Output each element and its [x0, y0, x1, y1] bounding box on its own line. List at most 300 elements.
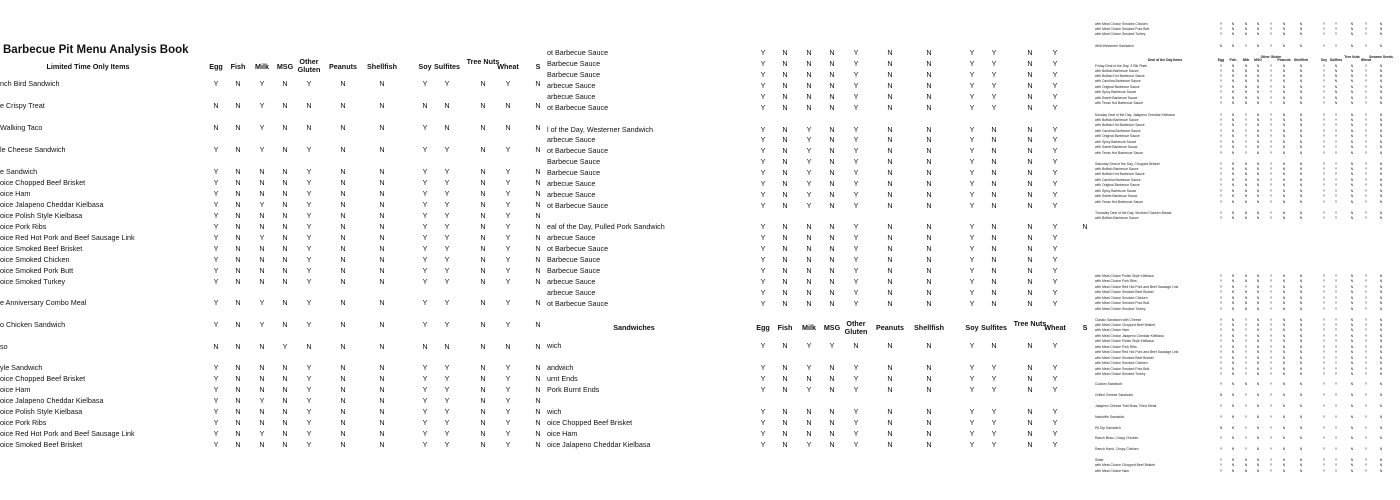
allergen-flag: N: [1282, 323, 1286, 327]
allergen-flag: Y: [1364, 172, 1368, 176]
item-name: oice Smoked Turkey: [0, 277, 66, 286]
allergen-flag: Y: [505, 233, 511, 242]
allergen-flag: N: [926, 440, 932, 449]
allergen-flag: N: [806, 418, 812, 427]
allergen-flag: N: [1256, 113, 1260, 117]
allergen-flag: N: [282, 407, 288, 416]
allergen-flag: Y: [422, 167, 428, 176]
allergen-flag: Y: [444, 277, 450, 286]
allergen-flag: N: [1299, 345, 1303, 349]
allergen-flag: N: [1379, 296, 1383, 300]
allergen-flag: N: [480, 396, 486, 405]
allergen-flag: Y: [806, 440, 812, 449]
allergen-flag: Y: [1269, 64, 1273, 68]
item-name: ot Barbecue Sauce: [547, 146, 609, 155]
allergen-flag: N: [1299, 216, 1303, 220]
allergen-flag: Y: [853, 255, 859, 264]
allergen-flag: N: [829, 92, 835, 101]
allergen-flag: N: [1299, 22, 1303, 26]
allergen-flag: Y: [969, 179, 975, 188]
allergen-flag: Y: [444, 145, 450, 154]
allergen-flag: N: [1282, 447, 1286, 451]
allergen-flag: Y: [422, 374, 428, 383]
allergen-flag: N: [1350, 178, 1354, 182]
allergen-flag: N: [535, 101, 541, 110]
allergen-flag: N: [1350, 367, 1354, 371]
allergen-flag: N: [1379, 367, 1383, 371]
allergen-flag: Y: [969, 288, 975, 297]
allergen-flag: Y: [1244, 350, 1248, 354]
item-name: with Sweet Barbecue Sauce: [1095, 194, 1138, 198]
allergen-flag: Y: [306, 233, 312, 242]
allergen-flag: N: [887, 92, 893, 101]
allergen-flag: Y: [213, 429, 219, 438]
allergen-flag: N: [340, 233, 346, 242]
allergen-flag: Y: [422, 123, 428, 132]
allergen-flag: N: [480, 374, 486, 383]
item-name: with Meat Choice Red Hot Pork and Beef Sausage Link: [1095, 285, 1179, 289]
allergen-flag: Y: [1269, 345, 1273, 349]
allergen-flag: Y: [1364, 469, 1368, 473]
allergen-flag: N: [1244, 211, 1248, 215]
allergen-flag: N: [480, 79, 486, 88]
allergen-flag: N: [926, 407, 932, 416]
allergen-flag: N: [1350, 118, 1354, 122]
page-title: Barbecue Pit Menu Analysis Book: [3, 44, 189, 56]
allergen-flag: N: [1244, 200, 1248, 204]
allergen-flag: Y: [853, 201, 859, 210]
allergen-flag: N: [1379, 145, 1383, 149]
allergen-flag: Y: [969, 385, 975, 394]
table-row: [1095, 101, 1400, 106]
allergen-flag: N: [1244, 458, 1248, 462]
allergen-flag: Y: [1322, 307, 1326, 311]
allergen-flag: Y: [1052, 363, 1058, 372]
allergen-flag: N: [480, 244, 486, 253]
allergen-flag: N: [505, 123, 511, 132]
allergen-flag: Y: [444, 320, 450, 329]
allergen-flag: Y: [1322, 140, 1326, 144]
allergen-flag: Y: [1052, 429, 1058, 438]
allergen-flag: N: [535, 342, 541, 351]
allergen-flag: N: [1299, 361, 1303, 365]
allergen-flag: N: [1256, 382, 1260, 386]
allergen-flag: N: [829, 407, 835, 416]
allergen-flag: Y: [1322, 44, 1326, 48]
allergen-flag: N: [1027, 190, 1033, 199]
allergen-flag: N: [1231, 393, 1235, 397]
allergen-flag: N: [1027, 385, 1033, 394]
allergen-flag: N: [1256, 32, 1260, 36]
table-row: [547, 69, 1090, 80]
allergen-flag: N: [535, 79, 541, 88]
allergen-flag: N: [1027, 157, 1033, 166]
allergen-flag: N: [422, 342, 428, 351]
allergen-flag: N: [1379, 339, 1383, 343]
allergen-flag: N: [1256, 328, 1260, 332]
allergen-flag: Y: [1219, 285, 1223, 289]
allergen-flag: Y: [1052, 277, 1058, 286]
table-row: [1095, 393, 1400, 398]
allergen-flag: Y: [1364, 426, 1368, 430]
item-name: with Meat Choice Polish Style Kielbasa: [1095, 339, 1154, 343]
allergen-flag: N: [1231, 85, 1235, 89]
allergen-flag: Y: [853, 429, 859, 438]
allergen-flag: N: [480, 255, 486, 264]
allergen-flag: N: [259, 178, 265, 187]
allergen-flag: N: [282, 233, 288, 242]
allergen-flag: Y: [213, 320, 219, 329]
allergen-flag: N: [1256, 334, 1260, 338]
allergen-flag: Y: [1322, 334, 1326, 338]
allergen-flag: N: [1231, 64, 1235, 68]
table-row: [1095, 90, 1400, 95]
allergen-flag: Y: [1334, 189, 1338, 193]
allergen-flag: N: [259, 211, 265, 220]
allergen-flag: N: [259, 277, 265, 286]
allergen-flag: Y: [422, 233, 428, 242]
allergen-flag: Y: [1269, 296, 1273, 300]
allergen-flag: N: [1334, 74, 1338, 78]
allergen-flag: Y: [1364, 118, 1368, 122]
allergen-flag: Y: [213, 178, 219, 187]
allergen-flag: N: [1027, 59, 1033, 68]
allergen-flag: N: [235, 233, 241, 242]
allergen-flag: Y: [1219, 415, 1223, 419]
allergen-flag: Y: [444, 167, 450, 176]
allergen-flag: N: [340, 123, 346, 132]
allergen-flag: Y: [1322, 27, 1326, 31]
allergen-flag: Y: [1364, 162, 1368, 166]
allergen-flag: N: [444, 342, 450, 351]
allergen-flag: N: [1379, 323, 1383, 327]
allergen-flag: N: [1027, 440, 1033, 449]
allergen-flag: N: [782, 407, 788, 416]
allergen-flag: Y: [422, 298, 428, 307]
allergen-flag: Y: [1322, 129, 1326, 133]
allergen-flag: Y: [853, 266, 859, 275]
allergen-flag: Y: [760, 70, 766, 79]
allergen-flag: N: [1282, 301, 1286, 305]
allergen-flag: Y: [1364, 339, 1368, 343]
allergen-flag: N: [1244, 279, 1248, 283]
item-name: Friday Deal of the Day, 3 Rib Plate: [1095, 64, 1147, 68]
allergen-flag: Y: [1322, 145, 1326, 149]
allergen-flag: N: [887, 418, 893, 427]
allergen-flag: N: [1282, 118, 1286, 122]
allergen-flag: Y: [213, 189, 219, 198]
allergen-flag: Y: [853, 179, 859, 188]
item-name: Barbecue Sauce: [547, 168, 601, 177]
column-header: Fish: [1229, 58, 1237, 62]
item-name: with Buffalo Hot Barbecue Sauce: [1095, 74, 1145, 78]
allergen-flag: N: [1299, 415, 1303, 419]
allergen-flag: Y: [259, 320, 265, 329]
item-name: PA Dip Sandwich: [1095, 426, 1121, 430]
allergen-flag: N: [259, 363, 265, 372]
item-name: Pork Burnt Ends: [547, 385, 600, 394]
allergen-flag: Y: [1334, 436, 1338, 440]
allergen-flag: Y: [1322, 463, 1326, 467]
column-header: Milk: [802, 323, 816, 332]
allergen-flag: N: [1350, 458, 1354, 462]
allergen-flag: N: [1350, 426, 1354, 430]
allergen-flag: N: [1027, 277, 1033, 286]
allergen-flag: Y: [1052, 103, 1058, 112]
allergen-flag: N: [379, 244, 385, 253]
allergen-flag: N: [1350, 361, 1354, 365]
allergen-flag: N: [887, 168, 893, 177]
allergen-flag: Y: [806, 201, 812, 210]
allergen-flag: N: [379, 266, 385, 275]
allergen-flag: N: [235, 396, 241, 405]
allergen-flag: N: [1299, 113, 1303, 117]
allergen-flag: N: [991, 179, 997, 188]
allergen-flag: N: [1244, 216, 1248, 220]
allergen-flag: Y: [1364, 22, 1368, 26]
allergen-flag: N: [1350, 151, 1354, 155]
allergen-flag: Y: [1364, 101, 1368, 105]
allergen-flag: N: [926, 59, 932, 68]
column-header: Peanuts: [329, 62, 357, 71]
allergen-flag: N: [340, 222, 346, 231]
allergen-flag: N: [1256, 447, 1260, 451]
allergen-flag: N: [1350, 318, 1354, 322]
column-header: Sulfites: [434, 62, 460, 71]
allergen-flag: N: [1231, 447, 1235, 451]
item-name: Saturday Deal of the Day, Chopped Brisket: [1095, 162, 1160, 166]
item-name: Barbecue Sauce: [547, 157, 601, 166]
item-name: Barbecue Sauce: [547, 70, 601, 79]
allergen-flag: N: [1299, 211, 1303, 215]
table-row: [547, 428, 1090, 439]
table-row: [1095, 134, 1400, 139]
allergen-flag: Y: [1269, 447, 1273, 451]
allergen-flag: Y: [1052, 135, 1058, 144]
allergen-flag: Y: [1219, 64, 1223, 68]
allergen-flag: N: [782, 70, 788, 79]
item-name: oice Chopped Beef Brisket: [0, 178, 86, 187]
item-name: ot Barbecue Sauce: [547, 103, 609, 112]
allergen-flag: Y: [1052, 341, 1058, 350]
allergen-flag: Y: [1334, 211, 1338, 215]
allergen-flag: N: [782, 255, 788, 264]
allergen-flag: N: [340, 429, 346, 438]
allergen-flag: Y: [1052, 81, 1058, 90]
allergen-flag: Y: [853, 385, 859, 394]
allergen-flag: N: [1027, 255, 1033, 264]
table-row: [547, 406, 1090, 417]
allergen-flag: Y: [1334, 216, 1338, 220]
allergen-flag: Y: [1322, 200, 1326, 204]
allergen-flag: N: [1299, 426, 1303, 430]
allergen-flag: Y: [1364, 167, 1368, 171]
allergen-flag: N: [887, 255, 893, 264]
table-row: [547, 265, 1090, 276]
allergen-flag: N: [340, 363, 346, 372]
item-name: eal of the Day, Pulled Pork Sandwich: [547, 222, 665, 231]
allergen-flag: Y: [1269, 151, 1273, 155]
allergen-flag: N: [1256, 367, 1260, 371]
allergen-flag: N: [1256, 279, 1260, 283]
allergen-flag: N: [1231, 339, 1235, 343]
allergen-flag: Y: [1364, 318, 1368, 322]
allergen-flag: N: [1299, 307, 1303, 311]
allergen-flag: Y: [505, 244, 511, 253]
allergen-flag: Y: [1322, 345, 1326, 349]
allergen-flag: Y: [1364, 151, 1368, 155]
table-row: [547, 298, 1090, 309]
allergen-flag: Y: [806, 146, 812, 155]
allergen-flag: N: [806, 299, 812, 308]
allergen-flag: N: [1027, 244, 1033, 253]
item-name: with Meat Choice Chopped Beef Brisket: [1095, 323, 1155, 327]
allergen-flag: N: [1299, 463, 1303, 467]
allergen-flag: Y: [1334, 290, 1338, 294]
allergen-flag: N: [1231, 323, 1235, 327]
allergen-flag: Y: [444, 200, 450, 209]
allergen-flag: N: [1299, 447, 1303, 451]
allergen-flag: N: [1299, 328, 1303, 332]
allergen-flag: N: [1231, 436, 1235, 440]
allergen-flag: N: [1231, 140, 1235, 144]
allergen-flag: Y: [1219, 328, 1223, 332]
allergen-flag: Y: [306, 374, 312, 383]
allergen-flag: N: [782, 201, 788, 210]
allergen-flag: N: [480, 233, 486, 242]
allergen-flag: Y: [1052, 222, 1058, 231]
allergen-flag: N: [1299, 44, 1303, 48]
allergen-flag: N: [1256, 172, 1260, 176]
allergen-flag: Y: [1219, 382, 1223, 386]
allergen-flag: Y: [1269, 279, 1273, 283]
allergen-flag: N: [1231, 350, 1235, 354]
allergen-flag: N: [259, 342, 265, 351]
table-row: [547, 232, 1090, 243]
item-name: o Chicken Sandwich: [0, 320, 66, 329]
allergen-flag: Y: [1334, 172, 1338, 176]
allergen-flag: N: [1231, 194, 1235, 198]
allergen-flag: Y: [1322, 167, 1326, 171]
allergen-flag: Y: [1269, 167, 1273, 171]
allergen-flag: Y: [1364, 301, 1368, 305]
allergen-flag: N: [282, 244, 288, 253]
allergen-flag: N: [1256, 151, 1260, 155]
allergen-flag: N: [1231, 22, 1235, 26]
allergen-flag: N: [1231, 345, 1235, 349]
allergen-flag: N: [379, 320, 385, 329]
allergen-flag: N: [991, 168, 997, 177]
allergen-flag: N: [259, 167, 265, 176]
allergen-flag: Y: [969, 222, 975, 231]
allergen-flag: N: [1231, 172, 1235, 176]
allergen-flag: Y: [1322, 22, 1326, 26]
allergen-flag: N: [1379, 167, 1383, 171]
allergen-flag: N: [829, 440, 835, 449]
allergen-flag: N: [535, 363, 541, 372]
allergen-flag: Y: [505, 429, 511, 438]
allergen-flag: N: [1256, 211, 1260, 215]
section-heading: Sandwiches: [613, 323, 655, 332]
allergen-flag: Y: [1269, 436, 1273, 440]
allergen-flag: N: [1282, 129, 1286, 133]
allergen-flag: N: [782, 233, 788, 242]
allergen-flag: N: [535, 222, 541, 231]
allergen-flag: Y: [306, 189, 312, 198]
allergen-flag: Y: [1334, 118, 1338, 122]
allergen-flag: Y: [1052, 201, 1058, 210]
allergen-flag: Y: [806, 179, 812, 188]
allergen-flag: N: [782, 374, 788, 383]
allergen-flag: N: [340, 418, 346, 427]
column-header: Peanuts: [876, 323, 904, 332]
table-row: [1095, 145, 1400, 150]
allergen-flag: Y: [1052, 125, 1058, 134]
allergen-flag: Y: [1052, 440, 1058, 449]
allergen-flag: N: [1256, 350, 1260, 354]
allergen-flag: N: [1256, 85, 1260, 89]
allergen-flag: Y: [1334, 194, 1338, 198]
allergen-flag: N: [1231, 178, 1235, 182]
allergen-flag: Y: [991, 440, 997, 449]
allergen-flag: N: [1379, 44, 1383, 48]
allergen-flag: N: [782, 418, 788, 427]
allergen-flag: N: [1282, 382, 1286, 386]
allergen-flag: Y: [259, 79, 265, 88]
allergen-flag: N: [1256, 361, 1260, 365]
allergen-flag: Y: [505, 222, 511, 231]
allergen-flag: Y: [1322, 274, 1326, 278]
allergen-flag: N: [1379, 32, 1383, 36]
column-header: Egg: [1217, 58, 1225, 62]
allergen-flag: N: [887, 146, 893, 155]
allergen-flag: N: [235, 244, 241, 253]
allergen-flag: Y: [422, 418, 428, 427]
allergen-flag: N: [1350, 296, 1354, 300]
allergen-flag: Y: [1364, 382, 1368, 386]
table-row: [1095, 183, 1400, 188]
allergen-flag: N: [1231, 118, 1235, 122]
allergen-flag: Y: [1334, 323, 1338, 327]
table-row: [1095, 279, 1400, 284]
allergen-flag: Y: [1334, 356, 1338, 360]
item-name: oice Ham: [0, 385, 31, 394]
allergen-flag: Y: [760, 385, 766, 394]
allergen-flag: N: [1299, 301, 1303, 305]
allergen-flag: N: [829, 255, 835, 264]
allergen-flag: N: [1027, 222, 1033, 231]
allergen-flag: N: [1334, 85, 1338, 89]
item-name: with Meat Choice Ham: [1095, 328, 1130, 332]
allergen-flag: Y: [1322, 350, 1326, 354]
allergen-flag: N: [1231, 318, 1235, 322]
allergen-flag: N: [1334, 64, 1338, 68]
allergen-flag: Y: [806, 363, 812, 372]
table-row: [0, 319, 540, 330]
allergen-flag: N: [829, 385, 835, 394]
allergen-flag: Y: [1219, 404, 1223, 408]
allergen-flag: N: [1350, 307, 1354, 311]
allergen-flag: Y: [1219, 216, 1223, 220]
allergen-flag: N: [480, 407, 486, 416]
table-row: [0, 144, 540, 155]
allergen-flag: N: [480, 200, 486, 209]
allergen-flag: Y: [444, 385, 450, 394]
allergen-flag: Y: [213, 222, 219, 231]
allergen-flag: Y: [213, 277, 219, 286]
allergen-flag: Y: [1269, 415, 1273, 419]
allergen-flag: N: [926, 81, 932, 90]
